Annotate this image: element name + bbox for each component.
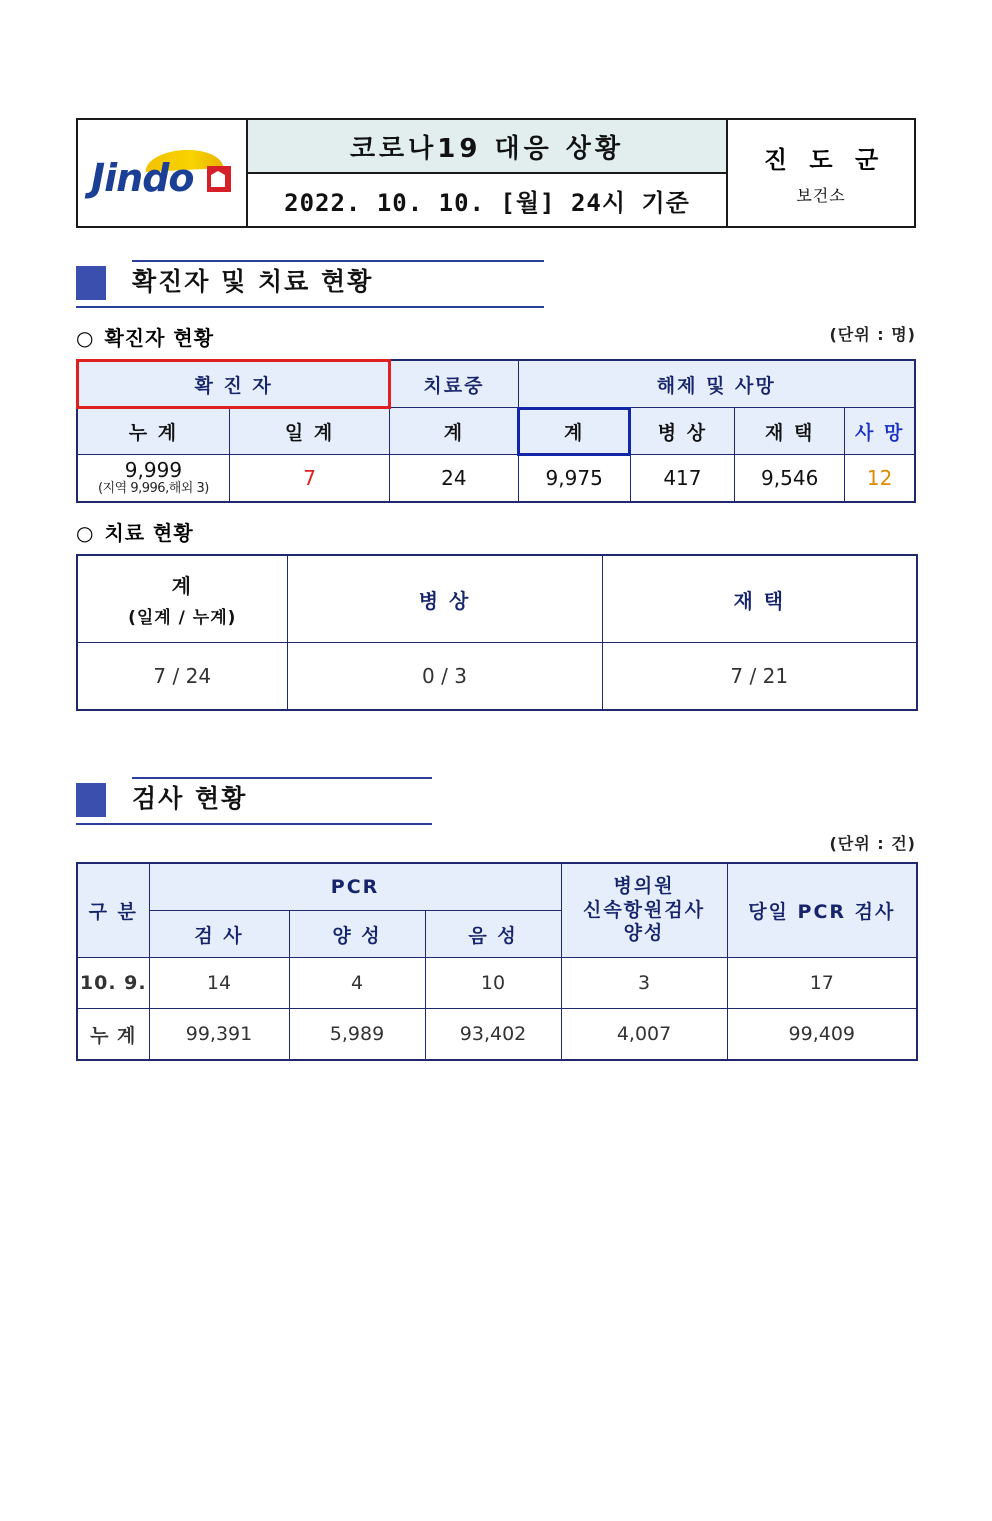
header-rat-line3: 양성 [623, 922, 665, 945]
unit-note-cases: (단위 : 건) [829, 834, 916, 853]
value-treatment-total: 7 / 24 [77, 643, 287, 711]
document-title: 코로나19 대응 상황 [248, 120, 726, 174]
header-pcr-positive: 양 성 [289, 911, 425, 958]
table-row-group-header [77, 863, 917, 911]
section-bar-icon [76, 783, 106, 817]
section-title: 확진자 및 치료 현황 [132, 267, 374, 296]
value-pcr-negative: 10 [425, 958, 561, 1009]
value-death: 12 [845, 455, 915, 503]
value-rat-positive: 4,007 [561, 1009, 727, 1061]
value-pcr-positive: 5,989 [289, 1009, 425, 1061]
subheading-label: 확진자 현황 [104, 326, 215, 350]
unit-note-row [76, 831, 916, 854]
value-home: 9,546 [735, 455, 845, 503]
subheading-label: 치료 현황 [104, 521, 194, 545]
section-bar-icon [76, 266, 106, 300]
bullet-circle-icon: ○ [76, 326, 95, 350]
table-confirmed-status [76, 359, 916, 503]
header-treatment-total-label: 계 [171, 574, 193, 598]
header-treating-group: 치료중 [390, 360, 518, 408]
subheading-confirmed-status [76, 322, 916, 351]
value-cumulative-number: 9,999 [124, 458, 183, 483]
header-released-group: 해제 및 사망 [518, 360, 915, 408]
value-pcr-test: 14 [149, 958, 289, 1009]
section-rule-bottom [76, 823, 432, 825]
organization-name: 진 도 군 [763, 146, 886, 174]
header-pcr-group: PCR [149, 863, 561, 911]
document-date: 2022. 10. 10. [월] 24시 기준 [284, 188, 690, 217]
section-heading-confirmed [76, 260, 916, 308]
value-treatment-hospital: 0 / 3 [287, 643, 602, 711]
value-rat-positive: 3 [561, 958, 727, 1009]
table-row [77, 1009, 917, 1061]
header-center [248, 120, 726, 226]
table-treatment-status [76, 554, 918, 711]
header-hospital: 병 상 [630, 408, 734, 455]
header-treatment-total [77, 555, 287, 643]
row-label-date: 10. 9. [77, 958, 149, 1009]
subheading-treatment-status [76, 517, 916, 546]
section-rule-bottom [76, 306, 544, 308]
value-cumulative [77, 455, 229, 503]
header-daily-pcr: 당일 PCR 검사 [727, 863, 917, 958]
jindo-logo [78, 120, 248, 226]
value-pcr-negative: 93,402 [425, 1009, 561, 1061]
section-heading-testing [76, 777, 916, 825]
section-title: 검사 현황 [132, 784, 248, 813]
value-cumulative-note: (지역 9,996,해외 3) [98, 481, 209, 497]
logo-text: Jindo [91, 156, 194, 200]
row-label-cumulative: 누 계 [77, 1009, 149, 1061]
header-daily: 일 계 [229, 408, 389, 455]
header-death: 사 망 [845, 408, 915, 455]
value-daily-pcr: 17 [727, 958, 917, 1009]
table-row-group-header [77, 360, 915, 408]
unit-note-persons: (단위 : 명) [829, 325, 916, 344]
header-released-total: 계 [518, 408, 630, 455]
value-pcr-positive: 4 [289, 958, 425, 1009]
header-home: 재 택 [735, 408, 845, 455]
value-pcr-test: 99,391 [149, 1009, 289, 1061]
value-treating: 24 [390, 455, 518, 503]
value-daily-pcr: 99,409 [727, 1009, 917, 1061]
value-treatment-home: 7 / 21 [602, 643, 917, 711]
header-treatment-hospital: 병 상 [287, 555, 602, 643]
header-treating-total: 계 [390, 408, 518, 455]
table-row-column-header [77, 408, 915, 455]
header-treatment-home: 재 택 [602, 555, 917, 643]
document-header [76, 118, 916, 228]
document-page [0, 118, 992, 1521]
header-treatment-total-sub: (일계 / 누계) [128, 608, 237, 628]
header-division: 구 분 [77, 863, 149, 958]
header-rat-positive [561, 863, 727, 958]
value-released-total: 9,975 [518, 455, 630, 503]
table-testing-status [76, 862, 918, 1061]
header-rat-line2: 신속항원검사 [582, 898, 706, 921]
table-row [77, 958, 917, 1009]
header-pcr-negative: 음 성 [425, 911, 561, 958]
table-row-column-header [77, 555, 917, 643]
value-hospital: 417 [630, 455, 734, 503]
header-confirmed-group: 확 진 자 [77, 360, 390, 408]
logo-emblem-icon [207, 166, 231, 192]
header-pcr-test: 검 사 [149, 911, 289, 958]
header-rat-line1: 병의원 [613, 874, 675, 897]
header-cumulative: 누 계 [77, 408, 229, 455]
value-daily: 7 [229, 455, 389, 503]
organization-block [726, 120, 914, 226]
organization-sub: 보건소 [796, 186, 846, 205]
bullet-circle-icon: ○ [76, 521, 95, 545]
table-row [77, 643, 917, 711]
table-row [77, 455, 915, 503]
